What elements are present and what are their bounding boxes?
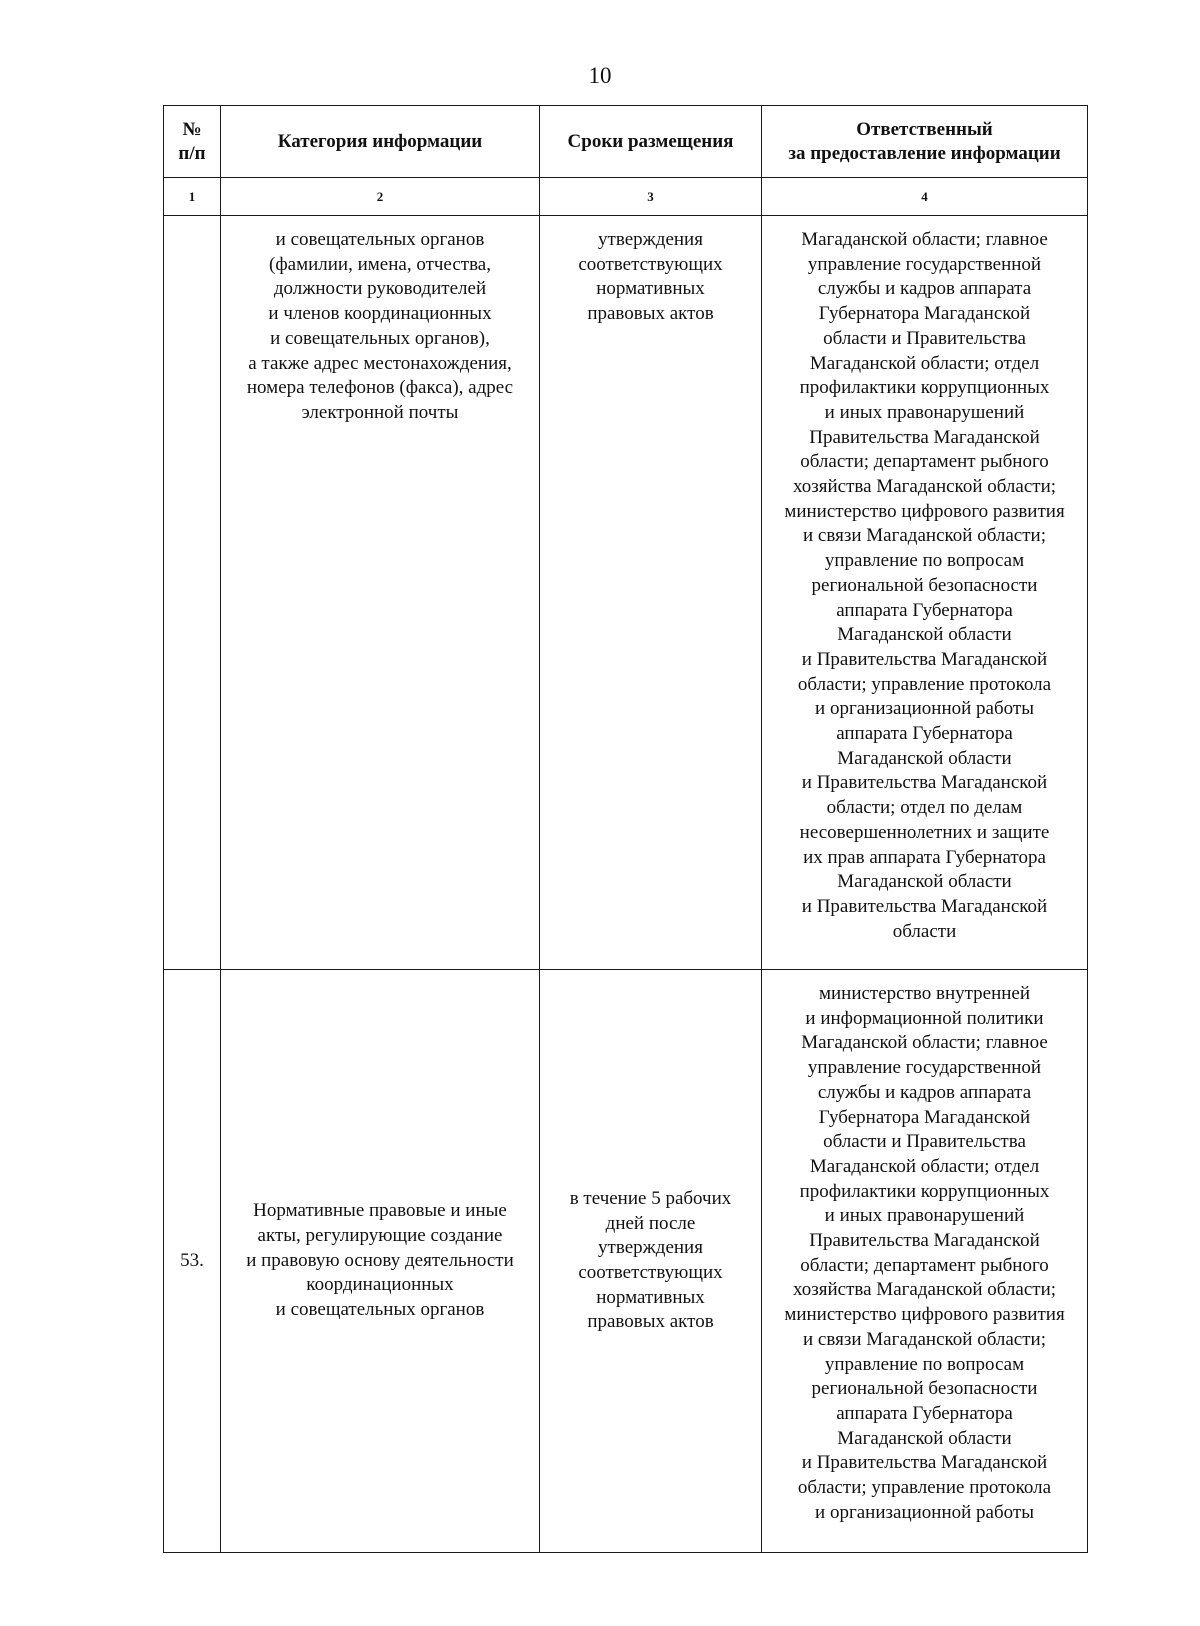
row-number: 53.: [164, 970, 221, 1553]
cell-text-line: области и Правительства: [823, 1131, 1026, 1153]
cell-text-line: Губернатора Магаданской: [818, 1106, 1031, 1128]
cell-text-line: и членов координационных: [268, 303, 492, 325]
cell-text-line: и связи Магаданской области;: [803, 1328, 1046, 1350]
row-category: [221, 970, 540, 1553]
cell-text-line: Магаданской области; отдел: [809, 1155, 1040, 1177]
cell-text-line: аппарата Губернатора: [836, 1402, 1013, 1424]
cell-text-line: несовершеннолетних и защите: [799, 821, 1050, 843]
cell-text-line: Магаданской области: [837, 624, 1012, 646]
cell-text-line: области; управление протокола: [797, 673, 1052, 695]
cell-text-line: министерство цифрового развития: [784, 500, 1065, 522]
cell-text-line: соответствующих: [578, 1262, 723, 1283]
cell-text-line: и Правительства Магаданской: [801, 772, 1048, 794]
cell-text-line: и иных правонарушений: [824, 1205, 1025, 1227]
cell-text-line: службы и кадров аппарата: [817, 278, 1032, 300]
cell-text-line: Нормативные правовые и иные: [253, 1200, 507, 1222]
cell-text-line: области; департамент рыбного: [800, 1254, 1049, 1276]
cell-text-line: правовых актов: [587, 303, 714, 325]
cell-text-line: должности руководителей: [273, 278, 487, 300]
cell-text-line: соответствующих: [578, 253, 723, 275]
cell-text-line: и правовую основу деятельности: [246, 1249, 514, 1271]
cell-text-line: и совещательных органов),: [270, 327, 490, 349]
header-responsible: Ответственный за предоставление информации: [762, 106, 1088, 178]
cell-text-line: области и Правительства: [823, 327, 1026, 349]
cell-text-line: области: [892, 920, 957, 942]
cell-text-line: министерство цифрового развития: [784, 1304, 1065, 1326]
cell-text-line: нормативных: [596, 1286, 705, 1308]
cell-text-line: Магаданской области: [837, 871, 1012, 893]
cell-text-line: а также адрес местонахождения,: [248, 352, 512, 374]
cell-text-line: и совещательных органов: [275, 1299, 485, 1321]
column-number: 4: [762, 178, 1088, 216]
cell-text-line: области; управление протокола: [797, 1477, 1052, 1499]
cell-text-line: Магаданской области; отдел: [809, 352, 1040, 374]
cell-text-line: региональной безопасности: [811, 1378, 1038, 1400]
cell-text-line: координационных: [306, 1274, 454, 1296]
cell-text-line: хозяйства Магаданской области;: [792, 476, 1057, 498]
cell-text-line: аппарата Губернатора: [836, 599, 1013, 621]
cell-text-line: и Правительства Магаданской: [801, 648, 1048, 670]
header-deadline: Сроки размещения: [540, 106, 762, 178]
information-table: [163, 105, 1088, 1553]
cell-text-line: утверждения: [598, 229, 703, 250]
cell-text-line: и организационной работы: [815, 1501, 1034, 1523]
cell-text-line: службы и кадров аппарата: [817, 1081, 1032, 1103]
row-number: [164, 216, 221, 970]
cell-text-line: региональной безопасности: [811, 574, 1038, 596]
cell-text-line: профилактики коррупционных: [799, 1180, 1050, 1202]
column-number: 2: [221, 178, 540, 216]
cell-text-line: управление по вопросам: [824, 1353, 1025, 1375]
cell-text-line: и иных правонарушений: [824, 401, 1025, 423]
row-responsible: [762, 216, 1088, 970]
cell-text-line: и связи Магаданской области;: [803, 525, 1046, 547]
cell-text-line: их прав аппарата Губернатора: [803, 846, 1046, 868]
header-category: Категория информации: [221, 106, 540, 178]
cell-text-line: Магаданской области: [837, 1427, 1012, 1449]
cell-text-line: Магаданской области: [837, 747, 1012, 769]
cell-text-line: и организационной работы: [815, 698, 1034, 720]
cell-text-line: управление по вопросам: [824, 550, 1025, 572]
row-deadline: [540, 970, 762, 1553]
row-category: [221, 216, 540, 970]
table-header-row: [164, 106, 1088, 178]
cell-text-line: Губернатора Магаданской: [818, 303, 1031, 325]
column-number: 3: [540, 178, 762, 216]
cell-text-line: области; департамент рыбного: [800, 451, 1049, 473]
cell-text-line: Правительства Магаданской: [809, 426, 1040, 448]
cell-text-line: Магаданской области; главное: [801, 229, 1048, 250]
table-row: [164, 216, 1088, 970]
cell-text-line: министерство внутренней: [818, 983, 1031, 1004]
cell-text-line: области; отдел по делам: [826, 797, 1023, 819]
row-deadline: [540, 216, 762, 970]
cell-text-line: (фамилии, имена, отчества,: [269, 253, 491, 275]
row-responsible: [762, 970, 1088, 1553]
cell-text-line: Магаданской области; главное: [801, 1032, 1048, 1054]
cell-text-line: акты, регулирующие создание: [257, 1224, 503, 1246]
cell-text-line: Правительства Магаданской: [809, 1230, 1040, 1252]
cell-text-line: и информационной политики: [805, 1007, 1044, 1029]
header-number: № п/п: [164, 106, 221, 178]
cell-text-line: и Правительства Магаданской: [801, 1452, 1048, 1474]
cell-text-line: профилактики коррупционных: [799, 377, 1050, 399]
column-number-row: [164, 178, 1088, 216]
cell-text-line: и Правительства Магаданской: [801, 895, 1048, 917]
cell-text-line: хозяйства Магаданской области;: [792, 1279, 1057, 1301]
cell-text-line: правовых актов: [587, 1311, 714, 1333]
cell-text-line: дней после: [605, 1212, 696, 1234]
cell-text-line: управление государственной: [807, 253, 1042, 275]
column-number: 1: [164, 178, 221, 216]
cell-text-line: управление государственной: [807, 1057, 1042, 1079]
cell-text-line: утверждения: [598, 1237, 703, 1259]
cell-text-line: номера телефонов (факса), адрес: [246, 377, 514, 399]
cell-text-line: нормативных: [596, 278, 705, 300]
cell-text-line: электронной почты: [301, 401, 459, 423]
cell-text-line: и совещательных органов: [275, 229, 485, 250]
page-number: 10: [588, 63, 612, 88]
table-row: [164, 970, 1088, 1553]
cell-text-line: в течение 5 рабочих: [569, 1187, 732, 1209]
cell-text-line: аппарата Губернатора: [836, 723, 1013, 745]
